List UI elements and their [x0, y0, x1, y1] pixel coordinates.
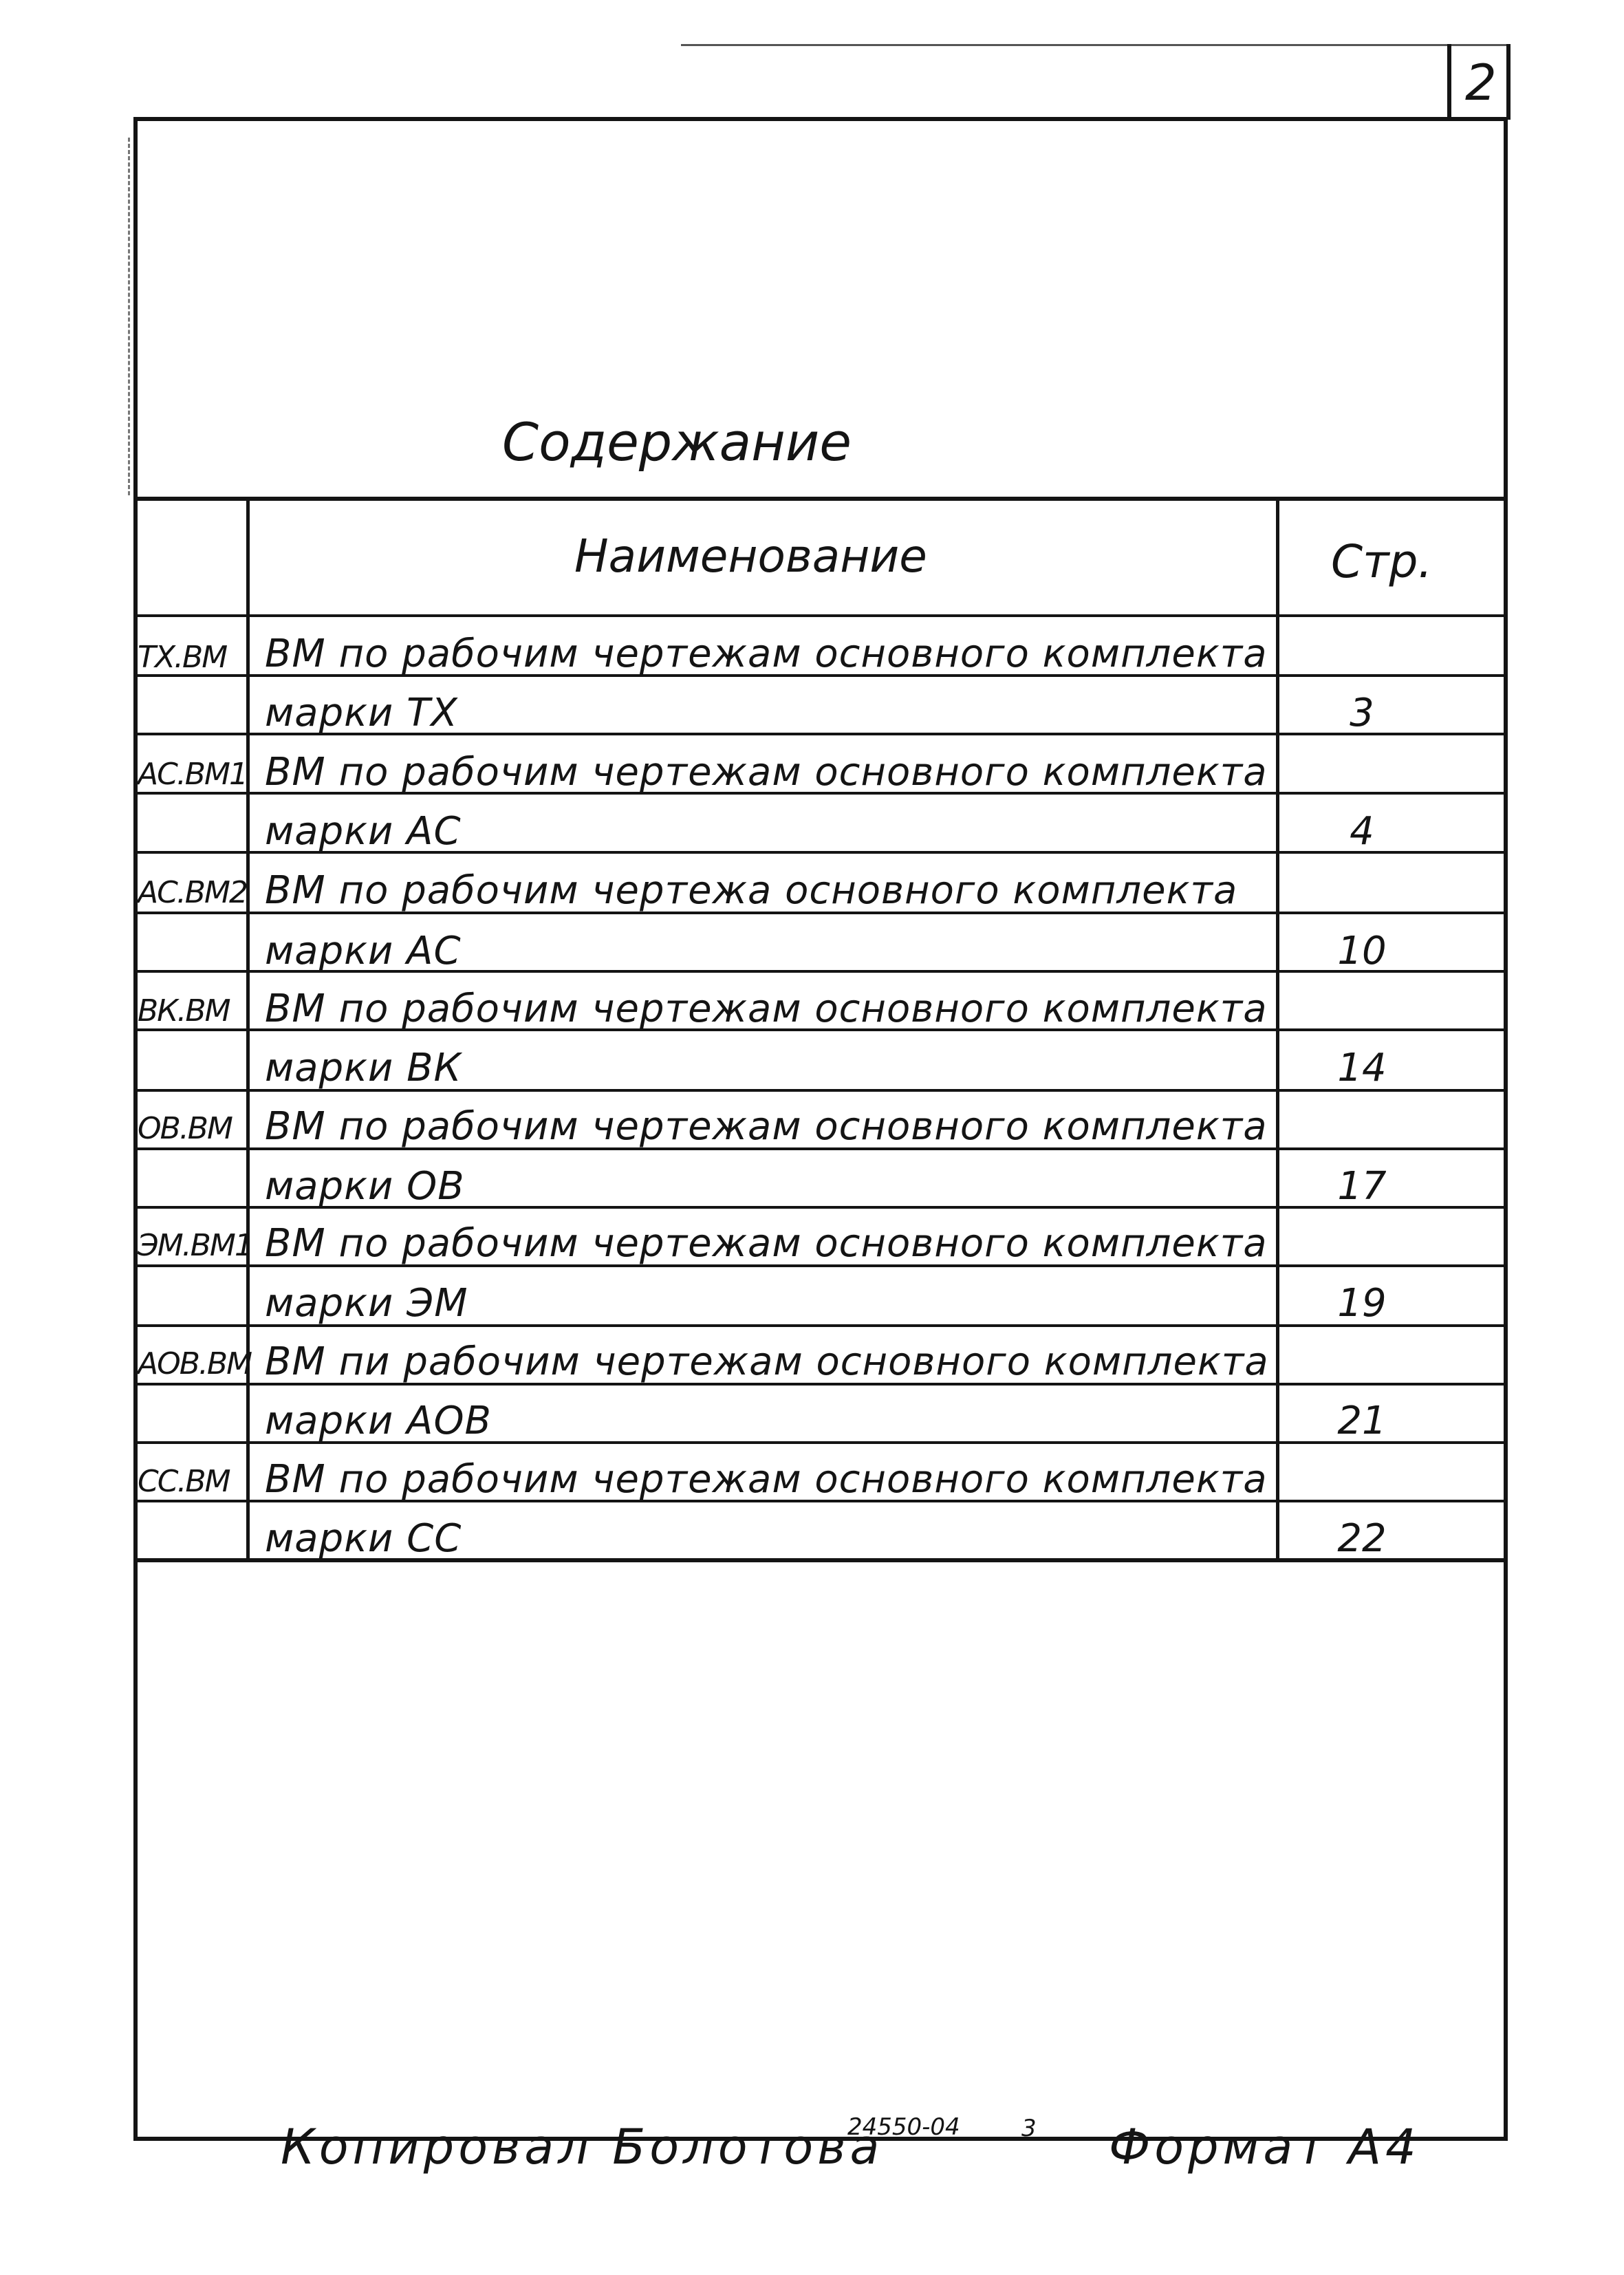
row-name-line2: марки АС: [265, 929, 462, 973]
page-column-divider: [1276, 497, 1279, 1558]
binding-margin-mark: [128, 138, 130, 495]
row-code: ТХ.ВМ: [138, 640, 227, 675]
row-name-line1: ВМ пи рабочим чертежам основного комплекта: [265, 1339, 1269, 1384]
code-column-divider: [246, 497, 250, 1558]
top-rule: [681, 44, 1506, 46]
row-page: 17: [1337, 1164, 1387, 1209]
row-page: 19: [1337, 1281, 1387, 1326]
row-name-line1: ВМ по рабочим чертежам основного комплекта: [265, 1457, 1268, 1502]
table-top-border: [133, 497, 1508, 501]
row-page: 21: [1337, 1399, 1387, 1443]
row-name-line1: ВМ по рабочим чертежам основного комплекта: [265, 1221, 1268, 1266]
row-code: АС.ВМ1: [138, 757, 247, 792]
page-number: 2: [1465, 54, 1497, 111]
row-name-line2: марки АОВ: [265, 1399, 492, 1443]
row-name-line2: марки АС: [265, 809, 462, 854]
row-page: 10: [1337, 929, 1387, 973]
row-name-line1: ВМ по рабочим чертежам основного комплекта: [265, 986, 1268, 1031]
row-name-line1: ВМ по рабочим чертежам основного комплекта: [265, 1104, 1268, 1149]
row-name-line2: марки СС: [265, 1516, 462, 1561]
row-code: ВК.ВМ: [138, 993, 230, 1028]
row-name-line2: марки ОВ: [265, 1164, 465, 1209]
row-page: 3: [1350, 691, 1374, 735]
copied-by-label: Копировал Болотова: [281, 2119, 884, 2175]
row-name-line1: ВМ по рабочим чертежа основного комплекта: [265, 868, 1238, 913]
column-header-name: Наименование: [574, 530, 927, 583]
column-header-page: Стр.: [1331, 535, 1433, 588]
row-page: 4: [1350, 809, 1374, 854]
row-code: СС.ВМ: [138, 1464, 230, 1499]
row-page: 14: [1337, 1046, 1387, 1090]
row-name-line2: марки ЭМ: [265, 1281, 468, 1326]
page-title: Содержание: [502, 411, 852, 473]
sheet-number: 3: [1021, 2115, 1037, 2142]
row-code: АС.ВМ2: [138, 875, 247, 910]
row-name-line2: марки ВК: [265, 1046, 462, 1090]
row-code: ЭМ.ВМ1: [138, 1228, 252, 1263]
document-number: 24550-04: [847, 2113, 960, 2141]
format-label: Формат А4: [1109, 2119, 1420, 2175]
row-code: ОВ.ВМ: [138, 1111, 232, 1146]
table-header-divider: [133, 614, 1508, 617]
row-name-line1: ВМ по рабочим чертежам основного комплекта: [265, 750, 1268, 795]
row-page: 22: [1337, 1516, 1387, 1561]
row-name-line1: ВМ по рабочим чертежам основного комплекта: [265, 632, 1268, 676]
row-code: АОВ.ВМ: [138, 1346, 252, 1381]
row-name-line2: марки ТХ: [265, 691, 458, 735]
